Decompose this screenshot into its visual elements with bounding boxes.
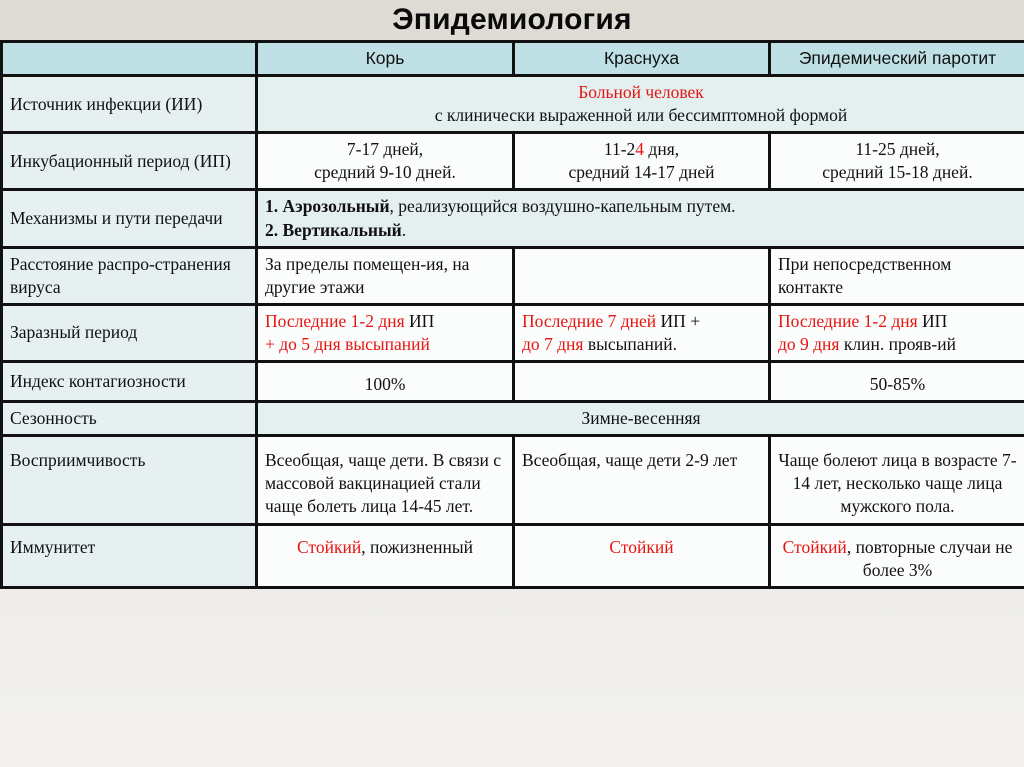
source-of-infection-detail: с клинически выраженной или бессимптомной формой	[434, 105, 848, 126]
row-label-seasonality: Сезонность	[2, 402, 257, 436]
contagious-mumps-part3: до 9 дня	[778, 333, 844, 354]
header-row	[2, 42, 1024, 76]
incubation-rubella-range-suffix: дня,	[644, 139, 680, 160]
transmission-item-1	[265, 195, 1017, 218]
transmission-item-2-term: 2. Вертикальный	[265, 219, 402, 240]
row-label-incubation-period: Инкубационный период (ИП)	[2, 133, 257, 190]
cell-spread-measles: За пределы помещен-ия, на другие этажи	[257, 247, 514, 304]
header-mumps: Эпидемический паротит	[770, 42, 1024, 76]
table-row	[2, 190, 1024, 247]
cell-spread-mumps: При непосредственном контакте	[770, 247, 1024, 304]
table-row	[2, 436, 1024, 524]
row-label-contagiousness-index: Индекс контагиозности	[2, 362, 257, 402]
transmission-item-2-detail: .	[401, 219, 407, 240]
contagious-rubella-part3: до 7 дня	[522, 333, 588, 354]
cell-immunity-rubella	[514, 524, 770, 587]
slide-title-bar	[0, 0, 1024, 40]
cell-immunity-measles	[257, 524, 514, 587]
row-label-contagious-period: Заразный период	[2, 304, 257, 361]
header-measles: Корь	[257, 42, 514, 76]
immunity-mumps-term: Стойкий	[782, 536, 847, 557]
contagious-measles-part2: ИП	[409, 310, 435, 331]
cell-source-of-infection-all	[257, 76, 1024, 133]
table-row	[2, 133, 1024, 190]
row-label-susceptibility: Восприимчивость	[2, 436, 257, 524]
immunity-mumps-detail: , повторные случаи не более 3%	[846, 536, 1013, 580]
cell-incubation-measles	[257, 133, 514, 190]
contagious-mumps-part1: Последние 1-2 дня	[778, 310, 923, 331]
table-row	[2, 362, 1024, 402]
incubation-mumps-average: средний 15-18 дней.	[822, 162, 973, 183]
cell-contagious-rubella	[514, 304, 770, 361]
table-row	[2, 402, 1024, 436]
immunity-measles-term: Стойкий	[296, 536, 362, 557]
contagious-rubella-line2	[522, 333, 761, 356]
table-row	[2, 76, 1024, 133]
contagious-rubella-part2: ИП +	[660, 310, 701, 331]
cell-spread-rubella	[514, 247, 770, 304]
source-of-infection-primary: Больной человек	[578, 82, 704, 103]
cell-incubation-rubella	[514, 133, 770, 190]
immunity-rubella-term: Стойкий	[609, 536, 674, 557]
cell-susceptibility-mumps: Чаще болеют лица в возрасте 7-14 лет, несколько чаще лица мужского пола.	[770, 436, 1024, 524]
row-label-transmission-mechanisms: Механизмы и пути передачи	[2, 190, 257, 247]
contagious-mumps-part4: клин. прояв-ий	[843, 333, 956, 354]
contagious-mumps-line2	[778, 333, 1017, 356]
cell-contagiousness-rubella	[514, 362, 770, 402]
contagious-measles-part1: Последние 1-2 дня	[265, 310, 410, 331]
row-label-immunity: Иммунитет	[2, 524, 257, 587]
epidemiology-table	[0, 40, 1024, 589]
incubation-rubella-range-highlight: 4	[635, 139, 645, 160]
cell-susceptibility-measles: Всеобщая, чаще дети. В связи с массовой вакцинацией стали чаще болеть лица 14-45 лет.	[257, 436, 514, 524]
transmission-item-2	[265, 219, 1017, 242]
cell-immunity-mumps	[770, 524, 1024, 587]
cell-contagiousness-mumps: 50-85%	[770, 362, 1024, 402]
table-row	[2, 524, 1024, 587]
cell-transmission-all	[257, 190, 1024, 247]
cell-contagiousness-measles: 100%	[257, 362, 514, 402]
transmission-item-1-detail: , реализующийся воздушно-капельным путем.	[389, 196, 736, 217]
page-title: Эпидемиология	[392, 3, 632, 36]
transmission-item-1-term: 1. Аэрозольный	[265, 196, 390, 217]
row-label-spread-distance: Расстояние распро-странения вируса	[2, 247, 257, 304]
cell-susceptibility-rubella: Всеобщая, чаще дети 2-9 лет	[514, 436, 770, 524]
contagious-mumps-part2: ИП	[922, 310, 948, 331]
header-rubella: Краснуха	[514, 42, 770, 76]
incubation-mumps-range: 11-25 дней,	[855, 139, 940, 160]
table-header	[2, 42, 1024, 76]
header-blank-corner	[2, 42, 257, 76]
contagious-rubella-part1: Последние 7 дней	[522, 310, 661, 331]
immunity-measles-detail: , пожизненный	[361, 536, 473, 557]
incubation-rubella-range	[522, 138, 761, 161]
cell-contagious-mumps	[770, 304, 1024, 361]
incubation-rubella-range-prefix: 11-2	[603, 139, 636, 160]
cell-contagious-measles	[257, 304, 514, 361]
incubation-measles-range: 7-17 дней,	[346, 139, 424, 160]
table-body	[2, 76, 1024, 588]
cell-seasonality-all: Зимне-весенняя	[257, 402, 1024, 436]
incubation-rubella-average: средний 14-17 дней	[568, 162, 715, 183]
contagious-rubella-part4: высыпаний.	[587, 333, 678, 354]
table-row	[2, 304, 1024, 361]
cell-incubation-mumps	[770, 133, 1024, 190]
table-row	[2, 247, 1024, 304]
contagious-measles-part3: + до 5 дня высыпаний	[265, 333, 430, 354]
row-label-source-of-infection: Источник инфекции (ИИ)	[2, 76, 257, 133]
incubation-measles-average: средний 9-10 дней.	[314, 162, 456, 183]
